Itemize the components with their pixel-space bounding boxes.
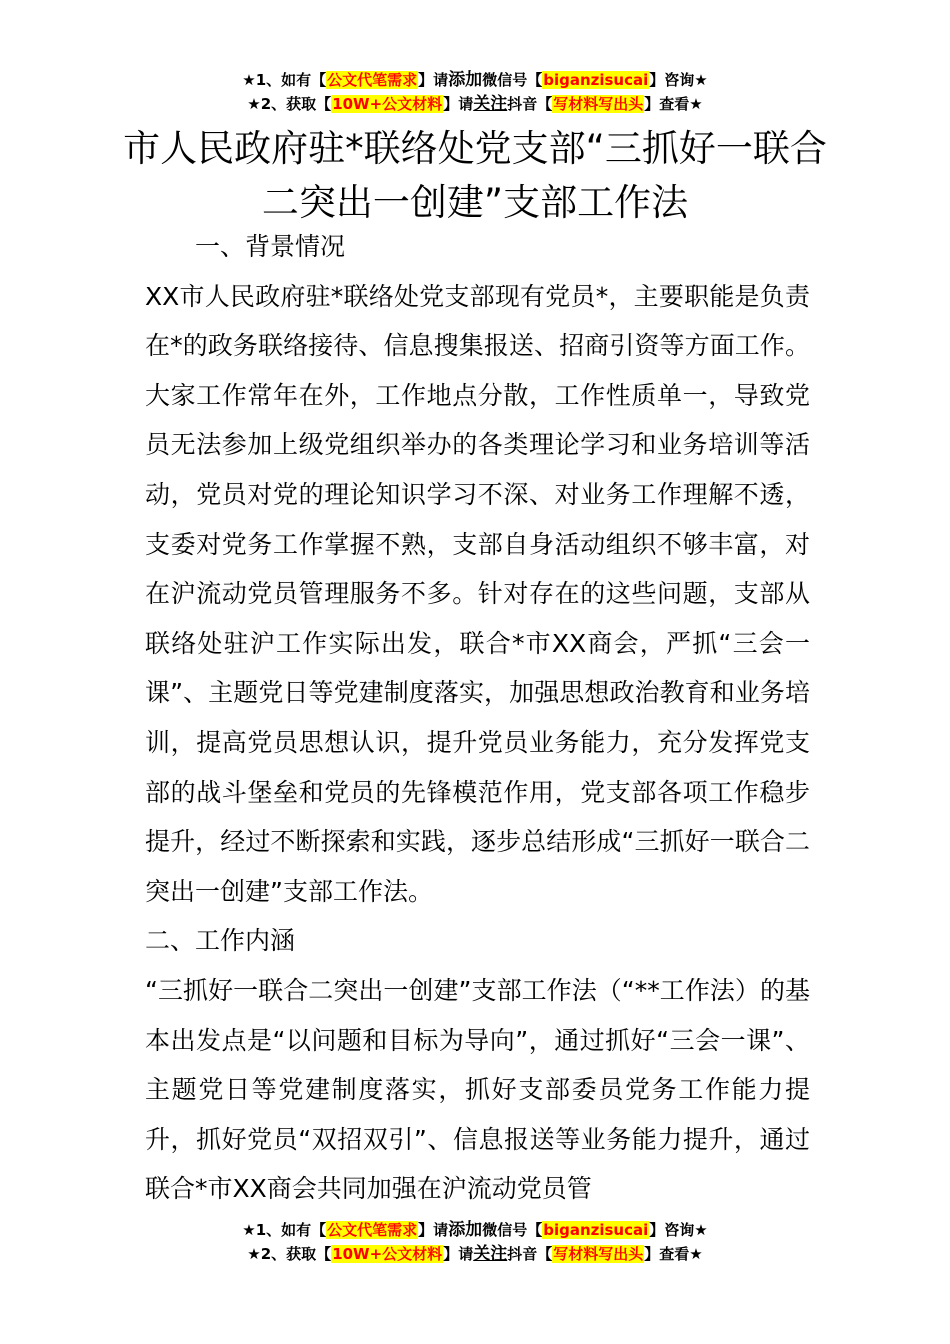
- promo-emphasis: 添加: [448, 70, 483, 90]
- promo-text: 抖音【: [507, 1245, 553, 1263]
- promo-text: 】请: [418, 71, 449, 89]
- promo-highlight: 公文代笔需求: [327, 71, 418, 89]
- promo-highlight: 10W+公文材料: [332, 95, 443, 113]
- promo-banner-top: [0, 68, 950, 116]
- promo-line-2: [0, 1242, 950, 1266]
- document-title: 市人民政府驻*联络处党支部“三抓好一联合二突出一创建”支部工作法: [123, 127, 827, 224]
- promo-line-2: [0, 92, 950, 116]
- section-paragraph-connotation: “三抓好一联合二突出一创建”支部工作法（“**工作法）的基本出发点是“以问题和目标为导向”，通过抓好“三会一课”、主题党日等党建制度落实，抓好支部委员党务工作能力提升，抓好党员“双招双引”、信息报送等业务能力提升，通过联合*市XX商会共同加强在沪流动党员管: [145, 975, 810, 1204]
- document-body: [145, 222, 810, 1214]
- promo-text: ★1、如有【: [242, 71, 327, 89]
- promo-highlight: 写材料写出头: [553, 1245, 644, 1263]
- promo-text: 】请: [418, 1221, 449, 1239]
- promo-highlight: 写材料写出头: [553, 95, 644, 113]
- promo-text: ★2、获取【: [247, 95, 332, 113]
- promo-text: 】请: [443, 1245, 474, 1263]
- promo-text: ★2、获取【: [247, 1245, 332, 1263]
- section-paragraph-background: XX市人民政府驻*联络处党支部现有党员*，主要职能是负责在*的政务联络接待、信息搜集报送、招商引资等方面工作。大家工作常年在外，工作地点分散，工作性质单一，导致党员无法参加上级党组织举办的各类理论学习和业务培训等活动，党员对党的理论知识学习不深、对业务工作理解不透，支委对党务工作掌握不熟，支部自身活动组织不够丰富，对在沪流动党员管理服务不多。针对存在的这些问题，支部从联络处驻沪工作实际出发，联合*市XX商会，严抓“三会一课”、主题党日等党建制度落实，加强思想政治教育和业务培训，提高党员思想认识，提升党员业务能力，充分发挥党支部的战斗堡垒和党员的先锋模范作用，党支部各项工作稳步提升，经过不断探索和实践，逐步总结形成“三抓好一联合二突出一创建”支部工作法。: [145, 281, 810, 906]
- promo-highlight: biganzisucai: [543, 1221, 649, 1239]
- promo-text: 微信号【: [482, 71, 543, 89]
- promo-highlight: 10W+公文材料: [332, 1245, 443, 1263]
- promo-emphasis: 关注: [473, 1244, 508, 1264]
- promo-text: 】查看★: [644, 95, 703, 113]
- promo-highlight: 公文代笔需求: [327, 1221, 418, 1239]
- section-heading-connotation: 二、工作内涵: [145, 926, 296, 956]
- promo-line-1: [0, 68, 950, 92]
- promo-text: 抖音【: [507, 95, 553, 113]
- promo-text: 】咨询★: [649, 1221, 708, 1239]
- section-heading-background: 一、背景情况: [195, 232, 346, 261]
- promo-text: 微信号【: [482, 1221, 543, 1239]
- promo-emphasis: 添加: [448, 1220, 483, 1240]
- promo-highlight: biganzisucai: [543, 71, 649, 89]
- promo-line-1: [0, 1218, 950, 1242]
- promo-banner-bottom: [0, 1218, 950, 1266]
- promo-text: 】查看★: [644, 1245, 703, 1263]
- promo-text: 】咨询★: [649, 71, 708, 89]
- promo-text: 】请: [443, 95, 474, 113]
- promo-text: ★1、如有【: [242, 1221, 327, 1239]
- promo-emphasis: 关注: [473, 94, 508, 114]
